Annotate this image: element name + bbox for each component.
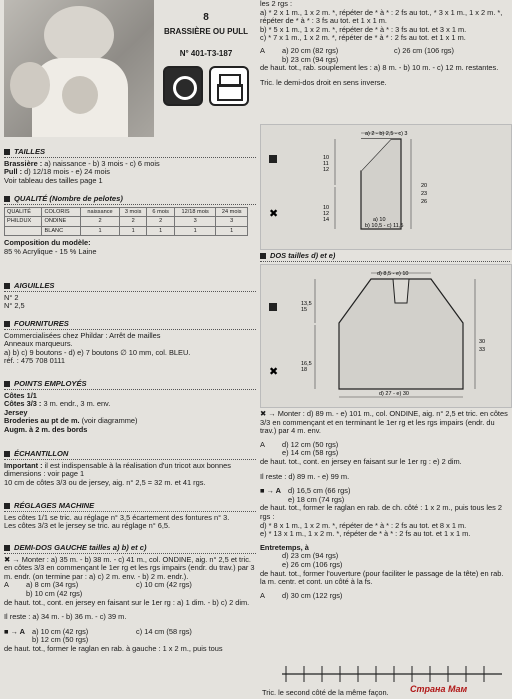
text: Il reste : a) 34 m. - b) 36 m. - c) 39 m.: [4, 612, 127, 622]
text: d) 12/18 mois - e) 24 mois: [22, 167, 110, 177]
bullet-icon: [4, 196, 10, 202]
section-title: QUALITÉ (Nombre de pelotes): [14, 194, 123, 203]
bullet-icon: [260, 253, 266, 259]
table-header-cell: 24 mois: [216, 207, 248, 217]
text: c) 14 cm (58 rgs): [136, 626, 192, 636]
table-header-cell: 3 mois: [119, 207, 147, 217]
half-back-diagram: [260, 124, 512, 250]
text: ✖ → Monter : a) 35 m. - b) 38 m. - c) 41 m., col. ONDINE, aig. n° 2,5 et tric. en côtes 3/3 en commençant le 1er rg et les rgs impairs (endr. du trav.) par 3 m. endr. (on termine par : a) c) 2 m. env. - b) 2 m. endr.).: [4, 554, 255, 581]
text: ✖ → Monter : d) 89 m. - e) 101 m., col. ONDINE, aig. n° 2,5 et tric. en côtes 3/3 en commençant et en terminant le 1er rg et les rgs impairs (endr. du trav.) par 4 m. env.: [260, 409, 508, 436]
pattern-header: [156, 0, 256, 137]
watermark: Страна Мам: [410, 684, 468, 694]
text: d) 30 cm (122 rgs): [282, 590, 343, 600]
text: b) 10 cm (42 rgs): [26, 588, 83, 598]
table-cell: 3: [174, 217, 215, 227]
label: A: [260, 45, 265, 55]
back-svg: [261, 265, 511, 407]
text: Jersey: [4, 407, 28, 417]
text: e) 26 cm (106 rgs): [282, 559, 343, 569]
half-back-svg: [261, 125, 511, 249]
label: Entretemps, à: [260, 542, 309, 552]
machine-knit-icon: [209, 66, 249, 106]
square-marker-icon: [269, 303, 277, 311]
section-demi-dos: [4, 544, 256, 654]
text: d) 16,5 cm (66 rgs): [288, 486, 351, 496]
text: a) naissance - b) 3 mois - c) 6 mois: [42, 158, 160, 168]
text: a) 8 cm (34 rgs): [26, 580, 79, 590]
section-fournitures: [4, 320, 256, 366]
text: N° 2: [4, 292, 19, 302]
section-echantillon: [4, 450, 256, 487]
text: Commercialisées chez Phildar : Arrêt de mailles: [4, 330, 161, 340]
pattern-title: BRASSIÈRE OU PULL: [163, 27, 248, 36]
dim-left-1b: 11: [323, 161, 329, 167]
label: A: [4, 580, 9, 590]
dim-left-2c: 14: [323, 217, 330, 223]
table-cell: 1: [81, 226, 120, 236]
text: Augm. à 2 m. des bords: [4, 424, 88, 434]
dos-dim-right-b: 33: [479, 347, 486, 353]
dim-right-a: 20: [421, 183, 428, 189]
text: réf. : 475 708 0111: [4, 356, 65, 366]
label: ■ → A: [4, 626, 26, 636]
text: Anneaux marqueurs.: [4, 339, 73, 349]
text: e) 14 cm (58 rgs): [282, 448, 339, 458]
dim-right-b: 23: [421, 191, 428, 197]
dos-dim-bottom: d) 27 - e) 30: [379, 391, 409, 397]
text: c) 10 cm (42 rgs): [136, 580, 192, 590]
table-cell: 2: [81, 217, 120, 227]
section-title: DEMI-DOS GAUCHE tailles a) b) et c): [14, 543, 147, 552]
section-points: [4, 380, 256, 435]
dos-dim-top: d) 8,5 - e) 10: [377, 271, 409, 277]
text: de haut. tot., rab. souplement les : a) 8 m. - b) 10 m. - c) 12 m. restantes.: [260, 63, 499, 73]
text: Il reste : d) 89 m. - e) 99 m.: [260, 471, 350, 481]
bullet-icon: [4, 149, 10, 155]
section-qualite: [4, 195, 256, 257]
section-tailles: [4, 148, 256, 185]
dim-top: a) 2 - b) 2,5 - c) 3: [365, 131, 408, 137]
section-title: POINTS EMPLOYÉS: [14, 379, 87, 388]
dim-left-1a: 10: [323, 155, 330, 161]
text: 3 m. endr., 3 m. env.: [41, 399, 111, 409]
bullet-icon: [4, 545, 10, 551]
dos-dim-left-1b: 15: [301, 307, 308, 313]
text: b) * 5 x 1 m., 1 x 2 m. *, répéter de * à * : 3 fs au tot. et 3 x 1 m.: [260, 24, 467, 34]
baby-head: [44, 6, 114, 64]
sweater-bear-motif: [62, 76, 98, 114]
dim-bottom-2: b) 10,5 - c) 11,5: [365, 223, 404, 229]
text: 85 % Acrylique - 15 % Laine: [4, 246, 97, 256]
bullet-icon: [4, 283, 10, 289]
dim-left-2b: 12: [323, 211, 330, 217]
neck-opening: [393, 279, 409, 303]
text: Voir tableau des tailles page 1: [4, 175, 103, 185]
text: b) 12 cm (50 rgs): [32, 635, 89, 645]
table-header-cell: 6 mois: [147, 207, 175, 217]
table-header-cell: COLORIS: [42, 207, 81, 217]
text: Les côtes 1/1 se tric. au réglage n° 3,5 écartement des fontures n° 3.: [4, 512, 230, 522]
table-cell: PHILDUX: [5, 217, 42, 227]
dos-title-block: [260, 252, 510, 264]
text: Côtes 1/1: [4, 390, 37, 400]
text: de haut. tot., former l'ouverture (pour faciliter le passage de la tête) en rab. la m. centr. et cont. un côté à la fs.: [260, 568, 504, 587]
dim-bottom-1: a) 10: [373, 217, 386, 223]
text: c) * 7 x 1 m., 1 x 2 m. *, répéter de * à * : 2 fs au tot. et 1 x 1 m.: [260, 33, 466, 43]
table-cell: 1: [174, 226, 215, 236]
label: Important :: [4, 460, 43, 470]
table-cell: 2: [119, 217, 147, 227]
text: il est indispensable à la réalisation d'un tricot aux bonnes dimensions : voir page 1: [4, 460, 231, 479]
section-title: AIGUILLES: [14, 281, 55, 290]
label: Brassière :: [4, 158, 43, 168]
dim-right-c: 26: [421, 199, 428, 205]
right-column: [260, 0, 510, 699]
section-aiguilles: [4, 282, 256, 311]
text: de haut. tot., cont. en jersey en faisant sur le 1er rg : a) 1 dim. - b) c) 2 dim.: [4, 597, 250, 607]
text: a) * 2 x 1 m., 1 x 2 m. *, répéter de * à * : 2 fs au tot., * 3 x 1 m., 1 x 2 m. *, répéter de * à * : 3 fs au tot. et 1 x 1 m.: [260, 7, 503, 26]
section-title: TAILLES: [14, 147, 46, 156]
cross-marker-icon: ✖: [269, 365, 279, 378]
text: a) b) c) 9 boutons - d) e) 7 boutons ∅ 10 mm, col. BLEU.: [4, 347, 191, 357]
text: e) * 13 x 1 m., 1 x 2 m. *, répéter de * à * : 2 fs au tot. et 1 x 1 m.: [260, 529, 471, 539]
text: les 2 rgs :: [260, 0, 293, 8]
text: de haut. tot., former le raglan en rab. à gauche : 1 x 2 m., puis tous: [4, 643, 223, 653]
text: d) 23 cm (94 rgs): [282, 551, 339, 561]
table-cell: 3: [216, 217, 248, 227]
label: Broderies au pt de m.: [4, 416, 80, 426]
text: Tric. le demi-dos droit en sens inverse.: [260, 77, 387, 87]
label: A: [260, 439, 265, 449]
cross-marker-icon: ✖: [269, 207, 279, 220]
label: Composition du modèle:: [4, 238, 91, 248]
bullet-icon: [4, 451, 10, 457]
table-header-cell: 12/18 mois: [174, 207, 215, 217]
pattern-ref: N° 401-T3-187: [179, 49, 233, 58]
table-cell: [5, 226, 42, 236]
raglan-instructions: [260, 0, 510, 87]
text: 10 cm de côtes 3/3 ou de jersey, aig. n° 2,5 = 32 m. et 41 rgs.: [4, 477, 206, 487]
table-header-cell: naissance: [81, 207, 120, 217]
baby-photo: [4, 0, 154, 137]
table-cell: 1: [147, 226, 175, 236]
dos-dim-left-2a: 16,5: [301, 361, 312, 367]
dim-left-1c: 12: [323, 167, 330, 173]
bullet-icon: [4, 321, 10, 327]
text: de haut. tot., cont. en jersey en faisant sur le 1er rg : e) 2 dim.: [260, 456, 462, 466]
dos-dim-right-a: 30: [479, 339, 486, 345]
dos-instructions: [260, 410, 510, 600]
text: a) 10 cm (42 rgs): [32, 626, 89, 636]
square-marker-icon: [269, 155, 277, 163]
table-cell: ONDINE: [42, 217, 81, 227]
section-title: DOS tailles d) et e): [270, 251, 336, 260]
table-cell: BLANC: [42, 226, 81, 236]
section-title: ÉCHANTILLON: [14, 449, 69, 458]
teddy-bear: [10, 62, 50, 108]
table-cell: 2: [147, 217, 175, 227]
bullet-icon: [4, 381, 10, 387]
section-reglages: [4, 502, 256, 531]
text: d) 12 cm (50 rgs): [282, 439, 339, 449]
label: ■ → A: [260, 486, 282, 496]
text: a) 20 cm (82 rgs): [282, 45, 339, 55]
table-header-cell: QUALITÉ: [5, 207, 42, 217]
dos-dim-left-2b: 18: [301, 367, 308, 373]
text: e) 18 cm (74 rgs): [288, 494, 345, 504]
text: N° 2,5: [4, 301, 25, 311]
yarn-table: [4, 207, 248, 237]
label: Pull :: [4, 167, 23, 177]
text: d) * 8 x 1 m., 1 x 2 m. *, répéter de * à * : 2 fs au tot. et 8 x 1 m.: [260, 520, 467, 530]
hand-knit-ruler: [262, 656, 510, 686]
last-line: Tric. le second côté de la même façon.: [262, 688, 389, 697]
hand-knit-icon: [163, 66, 203, 106]
table-cell: 1: [119, 226, 147, 236]
pattern-number: 8: [203, 12, 209, 23]
text: c) 26 cm (106 rgs): [394, 45, 454, 55]
bullet-icon: [4, 503, 10, 509]
text: Les côtes 3/3 et le jersey se tric. au réglage n° 6,5.: [4, 521, 171, 531]
dos-dim-left-1a: 13,5: [301, 301, 312, 307]
section-title: RÉGLAGES MACHINE: [14, 501, 95, 510]
text: b) 23 cm (94 rgs): [282, 54, 339, 64]
table-cell: 1: [216, 226, 248, 236]
label: Côtes 3/3 :: [4, 399, 42, 409]
back-diagram: [260, 264, 512, 408]
text: de haut. tot., former le raglan en rab. de ch. côté : 1 x 2 m., puis tous les 2 rgs :: [260, 503, 502, 521]
section-title: FOURNITURES: [14, 319, 69, 328]
left-column: [4, 0, 256, 699]
text: (voir diagramme): [79, 416, 138, 426]
label: A: [260, 590, 265, 600]
dim-left-2a: 10: [323, 205, 330, 211]
